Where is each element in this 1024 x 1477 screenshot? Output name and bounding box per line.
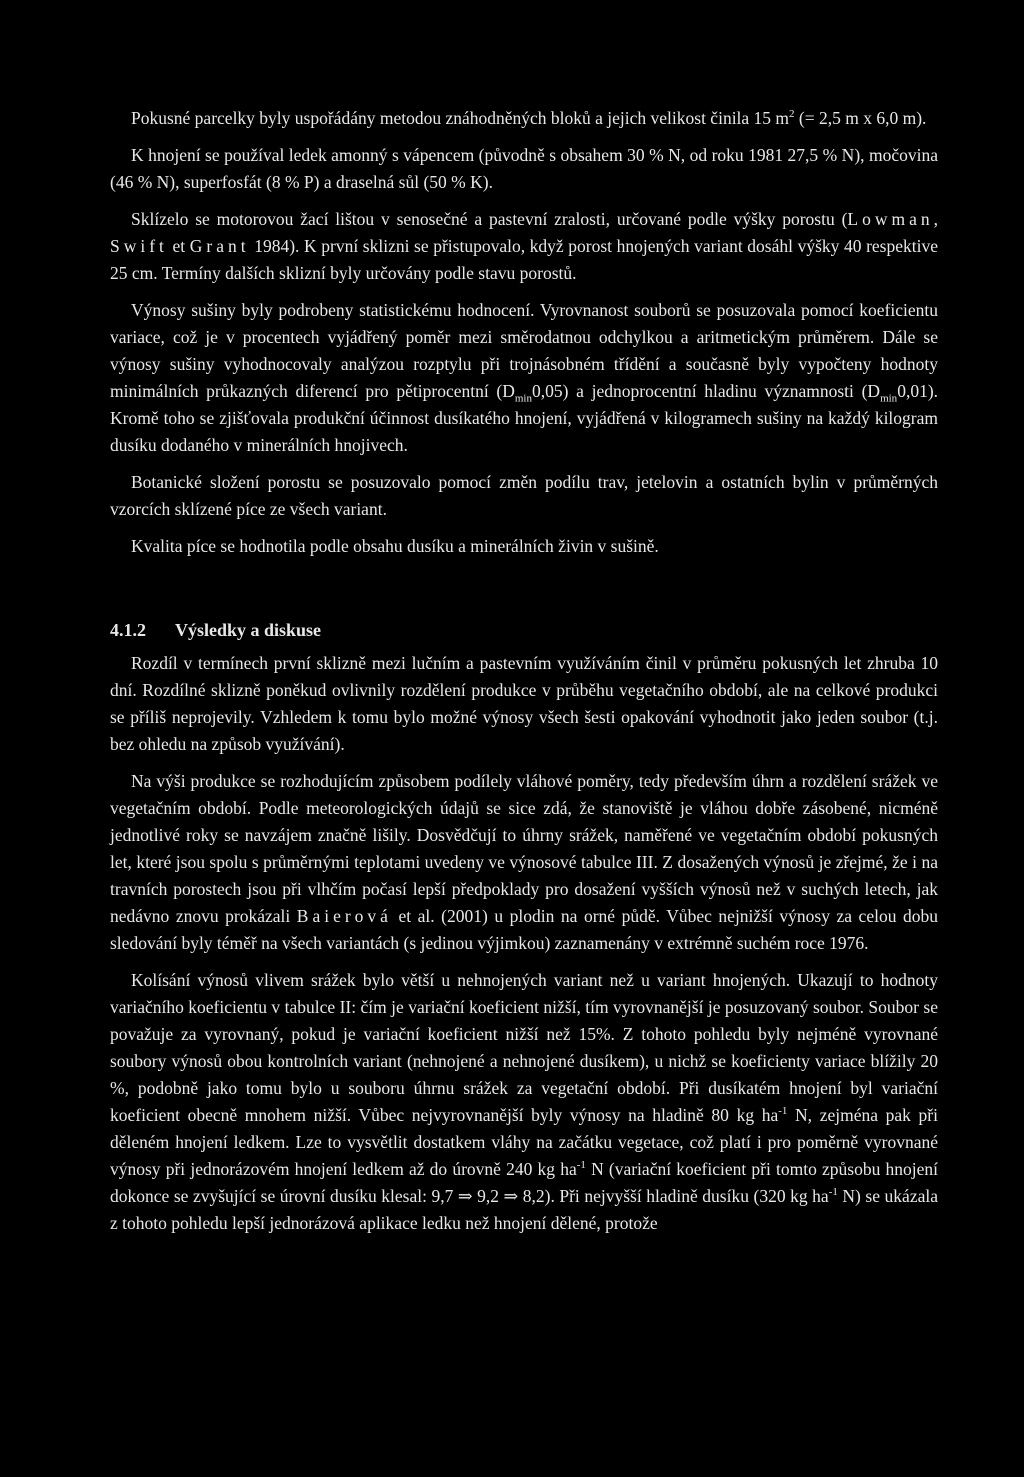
author-grant: Grant (189, 236, 250, 256)
methods-paragraph-quality: Kvalita píce se hodnotila podle obsahu dusíku a minerálních živin v sušině. (131, 536, 659, 556)
document-page (110, 105, 938, 1247)
results-paragraph-harvest-dates: Rozdíl v termínech první sklizně mezi lučním a pastevním využíváním činil v průměru pokusných let zhruba 10 dní. Rozdílné sklizně poněkud ovlivnily rozdělení produkce v průběhu vegetačního období, ale na celkové produkci se příliš neprojevily. Vzhledem k tomu bylo možné výnosy všech šesti opakování vyhodnotit jako jeden soubor (t.j. bez ohledu na způsob využívání). (110, 653, 938, 754)
methods-paragraph-harvest: Sklízelo se motorovou žací lištou v senosečné a pastevní zralosti, určované podle výšky porostu (Lowman, Swift et Grant 1984). K první sklizni se přistupovalo, když porost hnojených variant dosáhl výšky 40 respektive 25 cm. Termíny dalších sklizní byly určovány podle stavu porostů. (110, 209, 938, 283)
results-paragraph-variation: Kolísání výnosů vlivem srážek bylo větší u nehnojených variant než u variant hnojených. Ukazují to hodnoty variačního koeficientu v tabulce II: čím je variační koeficient nižší, tím vyrovnanější je posuzovaný soubor. Soubor se považuje za vyrovnaný, pokud je variační koeficient nižší než 15%. Z tohoto pohledu byly nejméně vyrovnané soubory výnosů obou kontrolních variant (nehnojené a nehnojené dusíkem), u nichž se koeficienty variace blížily 20 %, podobně jako tomu bylo u souboru úhrnu srážek za vegetační období. Při dusíkatém hnojení byl variační koeficient obecně mnohem nižší. Vůbec nejvyrovnanější byly výnosy na hladině 80 kg $ha^{-1}$ N, zejména pak při děleném hnojení ledkem. Lze to vysvětlit dostatkem vláhy na začátku vegetace, což platí i pro poměrně vyrovnané výnosy při jednorázovém hnojení ledkem až do úrovně 240 kg $ha^{-1}$ N (variační koeficient při tomto způsobu hnojení dokonce se zvyšující se úrovní dusíku klesal: 9,7 ⇒ 9,2 ⇒ 8,2). Při nejvyšší hladině dusíku (320 kg $ha^{-1}$ N) se ukázala z tohoto pohledu lepší jednorázová aplikace ledku než hnojení dělené, protože (110, 970, 938, 1233)
section-number: 4.1.2 (110, 620, 146, 640)
methods-paragraph-plots: Pokusné parcelky byly uspořádány metodou znáhodněných bloků a jejich velikost činila 15 $m^2$ (= 2,5 m x 6,0 m). (131, 108, 927, 128)
section-title: Výsledky a diskuse (175, 620, 322, 640)
methods-paragraph-statistics: Výnosy sušiny byly podrobeny statistickému hodnocení. Vyrovnanost souborů se posuzovala pomocí koeficientu variace, což je v procentech vyjádřený poměr mezi směrodatnou odchylkou a aritmetickým průměrem. Dále se výnosy sušiny vyhodnocovaly analýzou rozptylu při trojnásobném třídění a současně byly vypočteny hodnoty minimálních průkazných diferencí pro pětiprocentní $(D_{min}0,05)$ a jednoprocentní hladinu významnosti $(D_{min}0,01)$. Kromě toho se zjišťovala produkční účinnost dusíkatého hnojení, vyjádřená v kilogramech sušiny na každý kilogram dusíku dodaného v minerálních hnojivech. (110, 300, 939, 455)
methods-paragraph-botanical: Botanické složení porostu se posuzovalo pomocí změn podílu trav, jetelovin a ostatních bylin v průměrných vzorcích sklízené píce ze všech variant. (110, 472, 938, 519)
results-paragraph-precipitation: Na výši produkce se rozhodujícím způsobem podílely vláhové poměry, tedy především úhrn a rozdělení srážek ve vegetačním období. Podle meteorologických údajů se sice zdá, že stanoviště je vláhou dobře zásobené, nicméně jednotlivé roky se navzájem značně lišily. Dosvědčují to úhrny srážek, naměřené ve vegetačním období pokusných let, které jsou spolu s průměrnými teplotami uvedeny ve výnosové tabulce III. Z dosažených výnosů je zřejmé, že i na travních porostech jsou při vlhčím počasí lepší předpoklady pro dosažení vyšších výnosů než v suchých letech, jak nedávno znovu prokázali Baierová et al. (2001) u plodin na orné půdě. Vůbec nejnižší výnosy za celou dobu sledování byly téměř na všech variantách (s jedinou výjimkou) zaznamenány v extrémně suchém roce 1976. (110, 771, 938, 953)
section-heading (110, 616, 938, 644)
author-lowman: Lowman (847, 209, 934, 229)
author-swift: Swift (110, 236, 168, 256)
methods-paragraph-fertilizers: K hnojení se používal ledek amonný s vápencem (původně s obsahem 30 % N, od roku 1981 27,5 % N), močovina (46 % N), superfosfát (8 % P) a draselná sůl (50 % K). (110, 145, 938, 192)
author-baierova: Baierová (296, 906, 392, 926)
